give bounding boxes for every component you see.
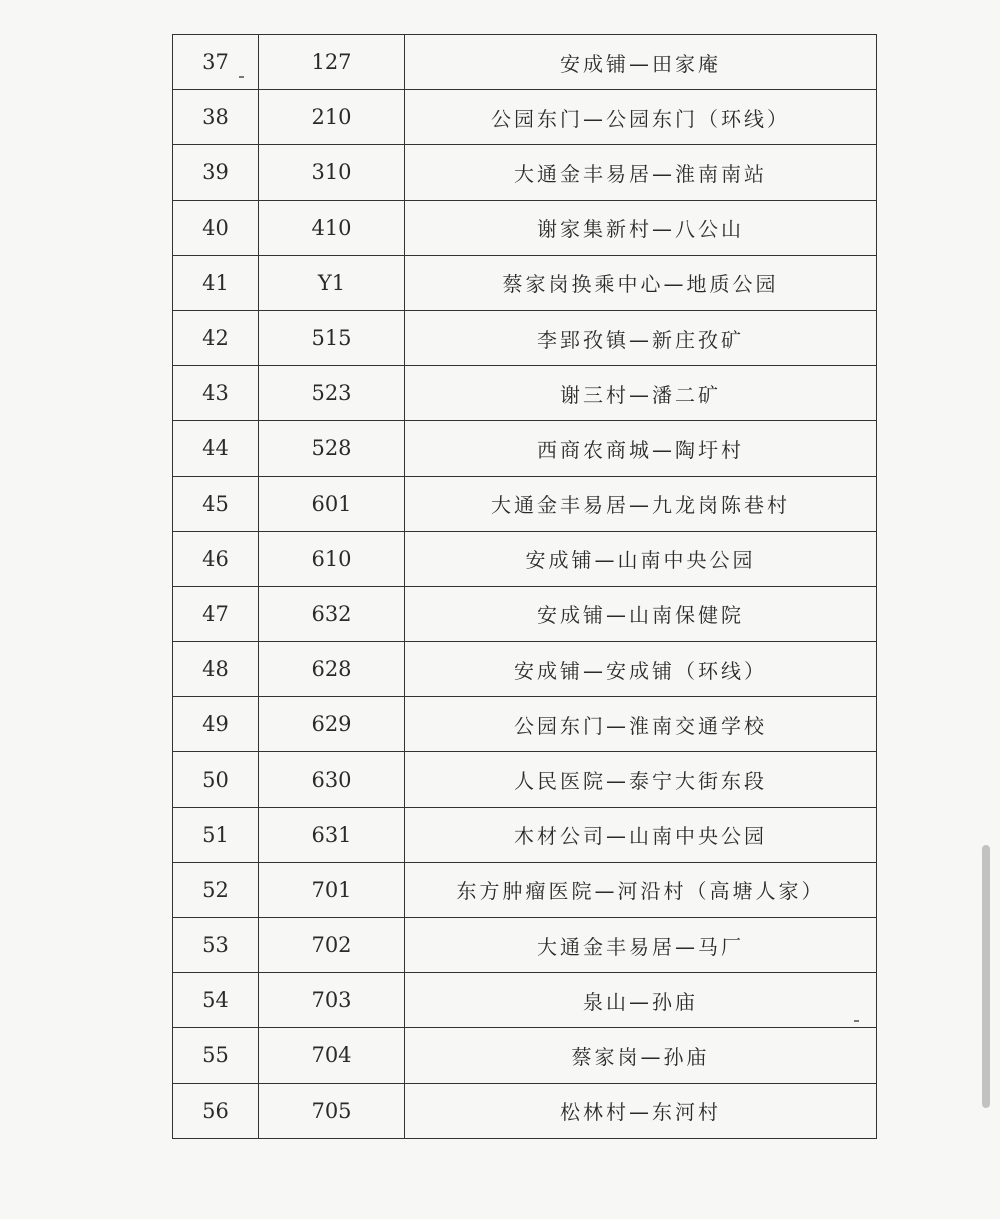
- route-cell: 东方肿瘤医院—河沿村（高塘人家）: [405, 862, 877, 917]
- route-cell: 木材公司—山南中央公园: [405, 807, 877, 862]
- table-row: [173, 973, 877, 1028]
- row-number-cell: 55: [173, 1028, 259, 1083]
- route-cell: 大通金丰易居—淮南南站: [405, 145, 877, 200]
- row-number-cell: 47: [173, 586, 259, 641]
- scan-speck: [854, 1020, 859, 1022]
- route-cell: 安成铺—山南中央公园: [405, 531, 877, 586]
- table-row: [173, 310, 877, 365]
- scan-speck: [239, 76, 244, 78]
- row-number-cell: 38: [173, 90, 259, 145]
- route-cell: 安成铺—田家庵: [405, 35, 877, 90]
- table-row: [173, 642, 877, 697]
- route-cell: 谢家集新村—八公山: [405, 200, 877, 255]
- route-cell: 公园东门—公园东门（环线）: [405, 90, 877, 145]
- route-cell: 安成铺—山南保健院: [405, 586, 877, 641]
- route-cell: 安成铺—安成铺（环线）: [405, 642, 877, 697]
- table-row: [173, 1028, 877, 1083]
- line-number-cell: 705: [259, 1083, 405, 1138]
- row-number-cell: 37: [173, 35, 259, 90]
- line-number-cell: 704: [259, 1028, 405, 1083]
- row-number-cell: 41: [173, 255, 259, 310]
- route-cell: 泉山—孙庙: [405, 973, 877, 1028]
- row-number-cell: 39: [173, 145, 259, 200]
- table-row: [173, 586, 877, 641]
- row-number-cell: 54: [173, 973, 259, 1028]
- table-row: [173, 807, 877, 862]
- route-cell: 大通金丰易居—九龙岗陈巷村: [405, 476, 877, 531]
- line-number-cell: 632: [259, 586, 405, 641]
- row-number-cell: 50: [173, 752, 259, 807]
- table-row: [173, 752, 877, 807]
- bus-route-table: [172, 34, 877, 1139]
- table-row: [173, 1083, 877, 1138]
- line-number-cell: 701: [259, 862, 405, 917]
- line-number-cell: 410: [259, 200, 405, 255]
- line-number-cell: 610: [259, 531, 405, 586]
- line-number-cell: 630: [259, 752, 405, 807]
- route-cell: 人民医院—泰宁大街东段: [405, 752, 877, 807]
- table-row: [173, 862, 877, 917]
- row-number-cell: 42: [173, 310, 259, 365]
- line-number-cell: 628: [259, 642, 405, 697]
- table-body: [173, 35, 877, 1139]
- route-cell: 大通金丰易居—马厂: [405, 918, 877, 973]
- route-cell: 松林村—东河村: [405, 1083, 877, 1138]
- line-number-cell: 127: [259, 35, 405, 90]
- row-number-cell: 49: [173, 697, 259, 752]
- table-row: [173, 35, 877, 90]
- line-number-cell: 210: [259, 90, 405, 145]
- route-cell: 谢三村—潘二矿: [405, 366, 877, 421]
- table-row: [173, 200, 877, 255]
- line-number-cell: 702: [259, 918, 405, 973]
- line-number-cell: 631: [259, 807, 405, 862]
- table-row: [173, 255, 877, 310]
- line-number-cell: 601: [259, 476, 405, 531]
- row-number-cell: 46: [173, 531, 259, 586]
- route-cell: 蔡家岗—孙庙: [405, 1028, 877, 1083]
- line-number-cell: 310: [259, 145, 405, 200]
- row-number-cell: 52: [173, 862, 259, 917]
- row-number-cell: 48: [173, 642, 259, 697]
- line-number-cell: Y1: [259, 255, 405, 310]
- row-number-cell: 40: [173, 200, 259, 255]
- line-number-cell: 703: [259, 973, 405, 1028]
- route-cell: 西商农商城—陶圩村: [405, 421, 877, 476]
- table-row: [173, 531, 877, 586]
- line-number-cell: 515: [259, 310, 405, 365]
- line-number-cell: 523: [259, 366, 405, 421]
- row-number-cell: 51: [173, 807, 259, 862]
- table-row: [173, 476, 877, 531]
- vertical-scrollbar[interactable]: [982, 845, 990, 1108]
- table-row: [173, 421, 877, 476]
- table-row: [173, 145, 877, 200]
- table-row: [173, 697, 877, 752]
- row-number-cell: 44: [173, 421, 259, 476]
- row-number-cell: 43: [173, 366, 259, 421]
- table-row: [173, 366, 877, 421]
- row-number-cell: 53: [173, 918, 259, 973]
- line-number-cell: 629: [259, 697, 405, 752]
- row-number-cell: 45: [173, 476, 259, 531]
- route-cell: 蔡家岗换乘中心—地质公园: [405, 255, 877, 310]
- route-cell: 李郢孜镇—新庄孜矿: [405, 310, 877, 365]
- line-number-cell: 528: [259, 421, 405, 476]
- table-row: [173, 90, 877, 145]
- table-row: [173, 918, 877, 973]
- route-cell: 公园东门—淮南交通学校: [405, 697, 877, 752]
- row-number-cell: 56: [173, 1083, 259, 1138]
